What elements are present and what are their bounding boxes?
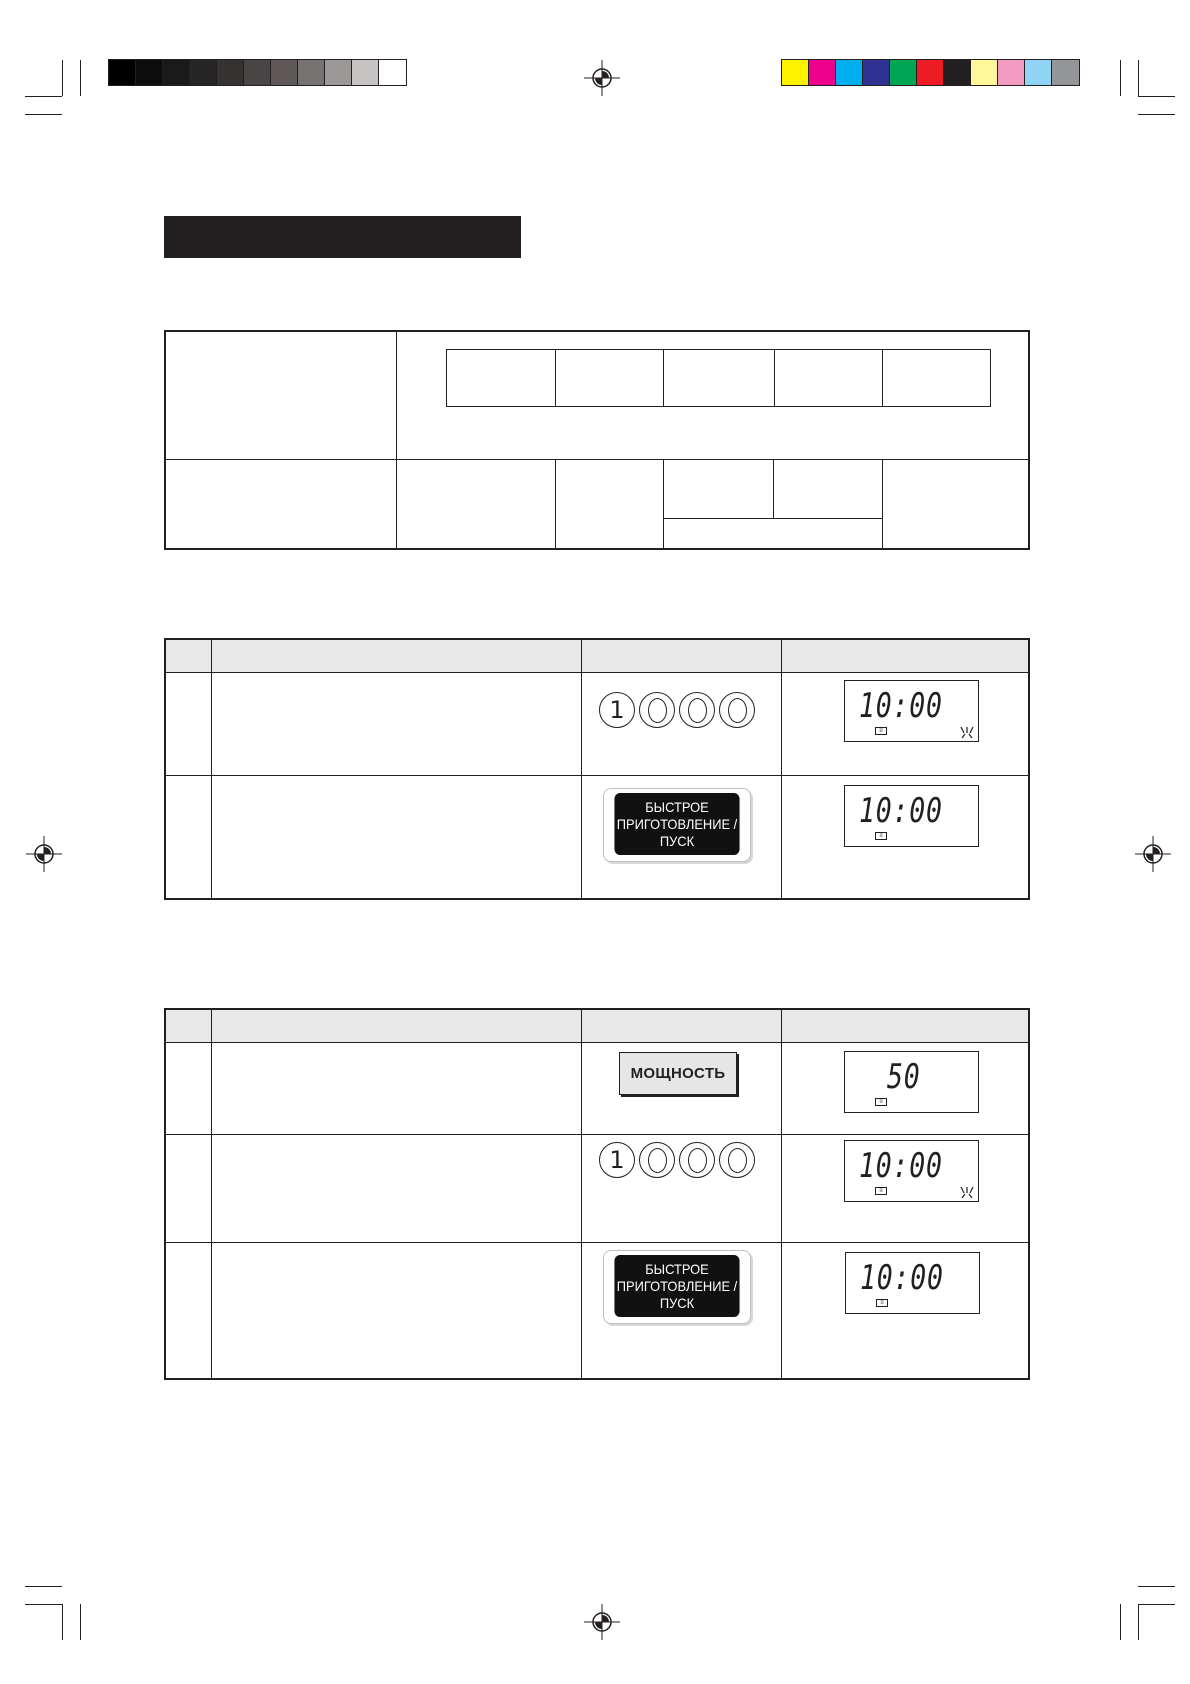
swatch: [271, 60, 298, 85]
microwave-indicator-icon: ≡: [875, 1187, 887, 1195]
button-label-line: БЫСТРОЕ: [645, 1260, 709, 1277]
display-panel: [844, 1051, 979, 1113]
display-value: 10:00: [859, 686, 943, 726]
display-value: 10:00: [860, 1258, 944, 1298]
digit-key-1[interactable]: 1: [599, 1142, 635, 1178]
swatch: [325, 60, 352, 85]
display-value: 50: [887, 1057, 921, 1097]
registration-mark-icon: [24, 834, 64, 874]
swatch: [944, 60, 971, 85]
microwave-indicator-icon: ≡: [875, 727, 887, 735]
button-label-line: ПРИГОТОВЛЕНИЕ /: [616, 815, 738, 832]
swatch: [163, 60, 190, 85]
power-level-button[interactable]: МОЩНОСТЬ: [619, 1052, 737, 1095]
swatch: [863, 60, 890, 85]
blinking-indicator-icon: [958, 1185, 976, 1199]
section-banner: [164, 216, 521, 258]
swatch: [379, 60, 406, 85]
display-value: 10:00: [859, 791, 943, 831]
swatch: [971, 60, 998, 85]
blinking-indicator-icon: [958, 725, 976, 739]
button-label-line: ПРИГОТОВЛЕНИЕ /: [616, 1277, 738, 1294]
button-label-line: ПУСК: [659, 1294, 695, 1311]
swatch: [109, 60, 136, 85]
display-panel: [844, 680, 979, 742]
swatch: [352, 60, 379, 85]
digit-key-0[interactable]: [639, 1142, 675, 1178]
swatch: [998, 60, 1025, 85]
button-label-line: ПУСК: [659, 832, 695, 849]
quick-start-button[interactable]: [603, 788, 751, 862]
digit-key-0[interactable]: [679, 692, 715, 728]
digit-key-0[interactable]: [639, 692, 675, 728]
greyscale-bar: [108, 59, 407, 86]
display-panel: [845, 1252, 980, 1314]
digit-key-0[interactable]: [679, 1142, 715, 1178]
swatch: [190, 60, 217, 85]
swatch: [298, 60, 325, 85]
registration-mark-icon: [582, 1602, 622, 1642]
swatch: [244, 60, 271, 85]
microwave-indicator-icon: ≡: [875, 832, 887, 840]
swatch: [136, 60, 163, 85]
quick-start-button[interactable]: [603, 1250, 751, 1324]
swatch: [836, 60, 863, 85]
display-panel: [844, 785, 979, 847]
registration-mark-icon: [1133, 834, 1173, 874]
digit-keys: [599, 692, 755, 728]
digit-key-1[interactable]: 1: [599, 692, 635, 728]
swatch: [809, 60, 836, 85]
swatch: [217, 60, 244, 85]
button-label-line: БЫСТРОЕ: [645, 798, 709, 815]
color-bar: [781, 59, 1080, 86]
swatch: [1025, 60, 1052, 85]
swatch: [890, 60, 917, 85]
swatch: [1052, 60, 1079, 85]
microwave-indicator-icon: ≡: [875, 1098, 887, 1106]
display-value: 10:00: [859, 1146, 943, 1186]
digit-key-0[interactable]: [719, 1142, 755, 1178]
swatch: [782, 60, 809, 85]
swatch: [917, 60, 944, 85]
digit-keys: [599, 1142, 755, 1178]
display-panel: [844, 1140, 979, 1202]
digit-key-0[interactable]: [719, 692, 755, 728]
microwave-indicator-icon: ≡: [876, 1299, 888, 1307]
registration-mark-icon: [582, 58, 622, 98]
